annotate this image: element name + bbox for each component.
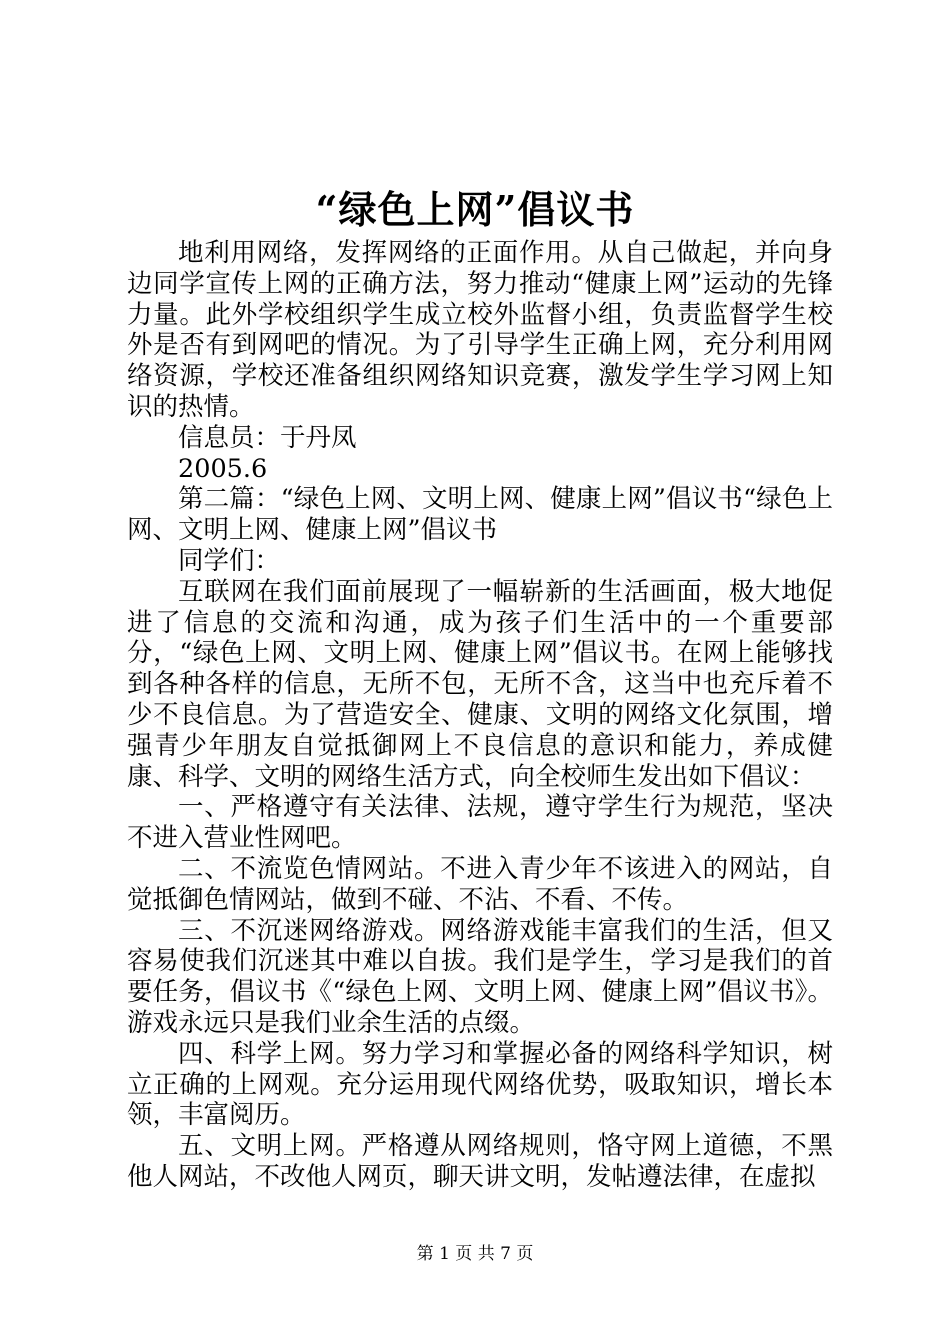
paragraph-item-2: 二、不流览色情网站。不进入青少年不该进入的网站，自觉抵御色情网站，做到不碰、不沾、不看、不传。 bbox=[127, 853, 833, 915]
paragraph-item-3: 三、不沉迷网络游戏。网络游戏能丰富我们的生活，但又容易使我们沉迷其中难以自拔。我们是学生，学习是我们的首要任务，倡议书《“绿色上网、文明上网、健康上网”倡议书》。游戏永远只是我们业余生活的点缀。 bbox=[127, 915, 833, 1038]
paragraph-item-4: 四、科学上网。努力学习和掌握必备的网络科学知识，树立正确的上网观。充分运用现代网络优势，吸取知识，增长本领，丰富阅历。 bbox=[127, 1038, 833, 1131]
document-title: “绿色上网”倡议书 bbox=[315, 187, 635, 232]
document-body bbox=[127, 238, 833, 1193]
paragraph-date: 2005.6 bbox=[178, 453, 268, 484]
paragraph: 互联网在我们面前展现了一幅崭新的生活画面，极大地促进了信息的交流和沟通，成为孩子们生活中的一个重要部分，“绿色上网、文明上网、健康上网”倡议书。在网上能够找到各种各样的信息，无所不包，无所不含，这当中也充斥着不少不良信息。为了营造安全、健康、文明的网络文化氛围，增强青少年朋友自觉抵御网上不良信息的意识和能力，养成健康、科学、文明的网络生活方式，向全校师生发出如下倡议： bbox=[127, 576, 833, 792]
paragraph-signature: 信息员：于丹凤 bbox=[178, 422, 357, 453]
paragraph-salutation: 同学们： bbox=[178, 545, 281, 576]
paragraph: 地利用网络，发挥网络的正面作用。从自己做起，并向身边同学宣传上网的正确方法，努力推动“健康上网”运动的先锋力量。此外学校组织学生成立校外监督小组，负责监督学生校外是否有到网吧的情况。为了引导学生正确上网，充分利用网络资源，学校还准备组织网络知识竞赛，激发学生学习网上知识的热情。 bbox=[127, 238, 833, 422]
paragraph-section-heading: 第二篇：“绿色上网、文明上网、健康上网”倡议书“绿色上网、文明上网、健康上网”倡议书 bbox=[127, 484, 833, 546]
paragraph-item-5: 五、文明上网。严格遵从网络规则，恪守网上道德，不黑他人网站，不改他人网页，聊天讲文明，发帖遵法律，在虚拟 bbox=[127, 1131, 833, 1192]
paragraph-item-1: 一、严格遵守有关法律、法规，遵守学生行为规范，坚决不进入营业性网吧。 bbox=[127, 792, 833, 854]
page-footer: 第 1 页 共 7 页 bbox=[416, 1244, 534, 1264]
